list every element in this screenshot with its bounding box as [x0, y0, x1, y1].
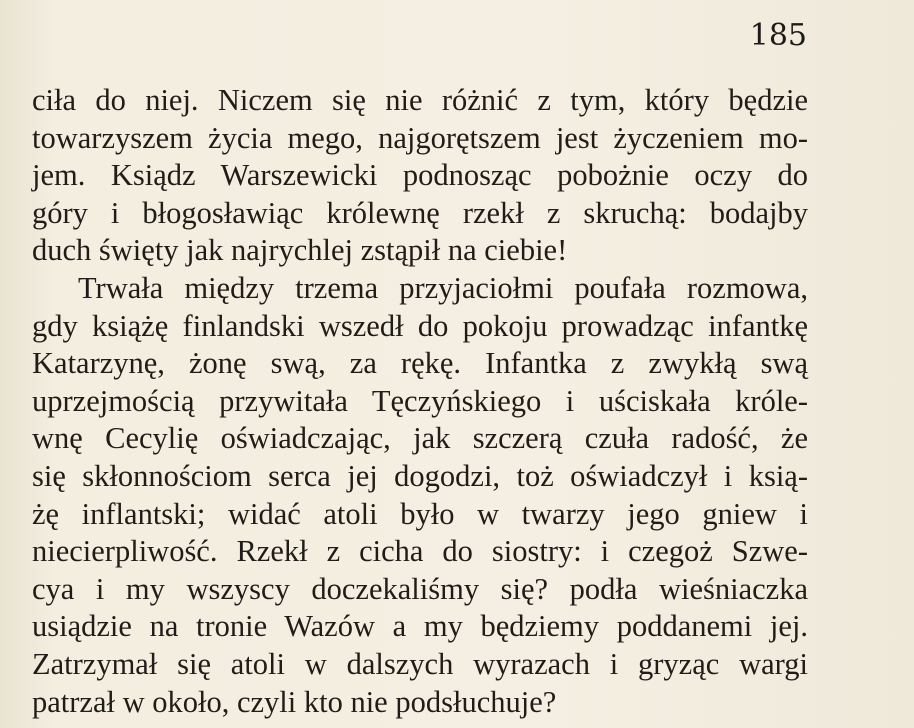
page-number: 185: [749, 18, 807, 53]
text-line: żę inflantski; widać atoli było w twarzy jego gniew i: [32, 496, 808, 531]
text-line: towarzyszem życia mego, najgorętszem jest życzeniem mo-: [32, 120, 808, 155]
text-line-paragraph-start: Trwała między trzema przyjaciołmi poufała rozmowa,: [78, 270, 808, 305]
text-line: Zatrzymał się atoli w dalszych wyrazach i gryząc wargi: [32, 646, 808, 681]
body-text: [32, 82, 808, 721]
text-line: góry i błogosławiąc królewnę rzekł z skruchą: bodajby: [32, 195, 808, 230]
text-line: ciła do niej. Niczem się nie różnić z tym, który będzie: [32, 83, 808, 117]
text-line: uprzejmością przywitała Tęczyńskiego i uściskała króle-: [32, 383, 808, 418]
text-line: Katarzynę, żonę swą, za rękę. Infantka z zwykłą swą: [32, 346, 808, 381]
text-line: cya i my wszyscy doczekaliśmy się? podła wieśniaczka: [32, 571, 808, 606]
text-line: patrzał w około, czyli kto nie podsłuchuje?: [32, 684, 557, 719]
text-line: jem. Ksiądz Warszewicki podnosząc pobożnie oczy do: [32, 158, 808, 193]
text-line: usiądzie na tronie Wazów a my będziemy poddanemi jej.: [32, 609, 808, 644]
text-line: się skłonnościom serca jej dogodzi, toż oświadczył i ksią-: [32, 458, 808, 493]
text-line: wnę Cecylię oświadczając, jak szczerą czuła radość, że: [32, 421, 808, 456]
text-line: niecierpliwość. Rzekł z cicha do siostry: i czegoż Szwe-: [32, 534, 808, 569]
text-line: gdy książę finlandski wszedł do pokoju prowadząc infantkę: [32, 308, 808, 343]
text-line: duch święty jak najrychlej zstąpił na ciebie!: [32, 233, 568, 268]
